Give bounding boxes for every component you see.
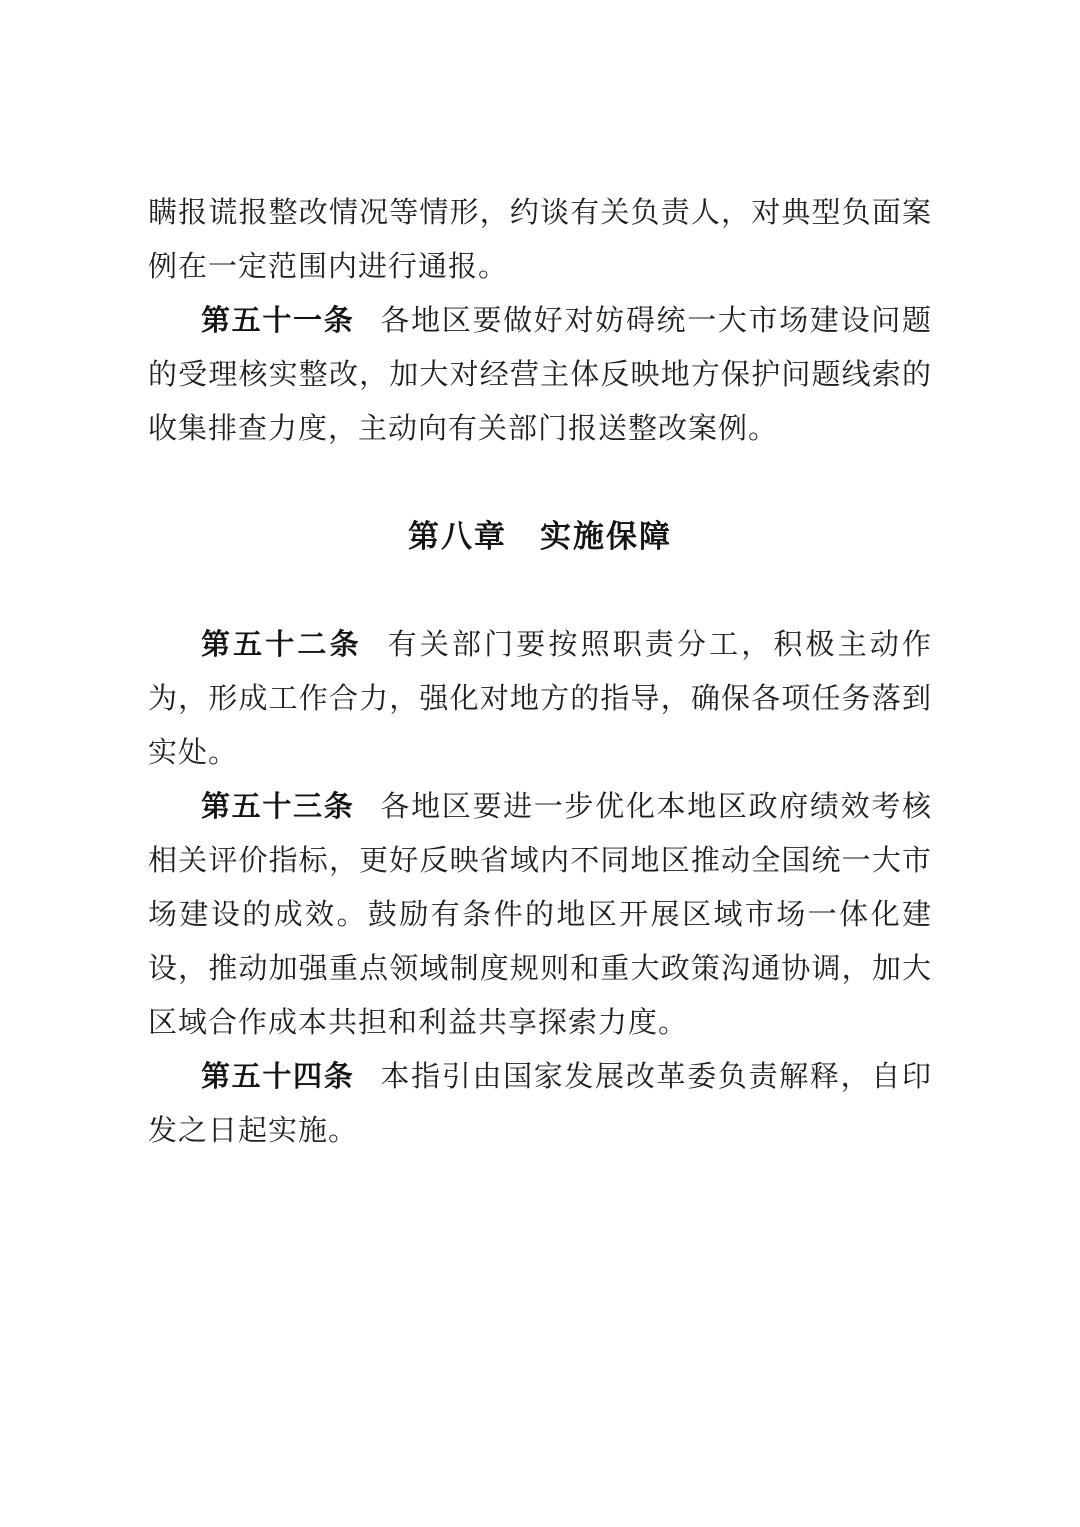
article-52-label: 第五十二条 xyxy=(201,629,362,661)
article-51-text: 各地区要做好对妨碍统一大市场建设问题的受理核实整改，加大对经营主体反映地方保护问题线索的收集排查力度，主动向有关部门报送整改案例。 xyxy=(148,305,932,445)
article-52 xyxy=(148,618,932,780)
article-53 xyxy=(148,780,932,1050)
article-54-text: 本指引由国家发展改革委负责解释，自印发之日起实施。 xyxy=(148,1061,932,1147)
article-52-text: 有关部门要按照职责分工，积极主动作为，形成工作合力，强化对地方的指导，确保各项任务落到实处。 xyxy=(148,629,932,769)
article-53-text: 各地区要进一步优化本地区政府绩效考核相关评价指标，更好反映省域内不同地区推动全国统一大市场建设的成效。鼓励有条件的地区开展区域市场一体化建设，推动加强重点领域制度规则和重大政策沟通协调，加大区域合作成本共担和利益共享探索力度。 xyxy=(148,791,932,1039)
chapter-heading: 第八章 实施保障 xyxy=(408,519,672,554)
article-53-label: 第五十三条 xyxy=(201,791,355,823)
article-51-label: 第五十一条 xyxy=(201,305,355,337)
article-51 xyxy=(148,294,932,456)
article-54 xyxy=(148,1050,932,1158)
paragraph-continuation: 瞒报谎报整改情况等情形，约谈有关负责人，对典型负面案例在一定范围内进行通报。 xyxy=(148,197,932,283)
article-54-label: 第五十四条 xyxy=(201,1061,355,1093)
